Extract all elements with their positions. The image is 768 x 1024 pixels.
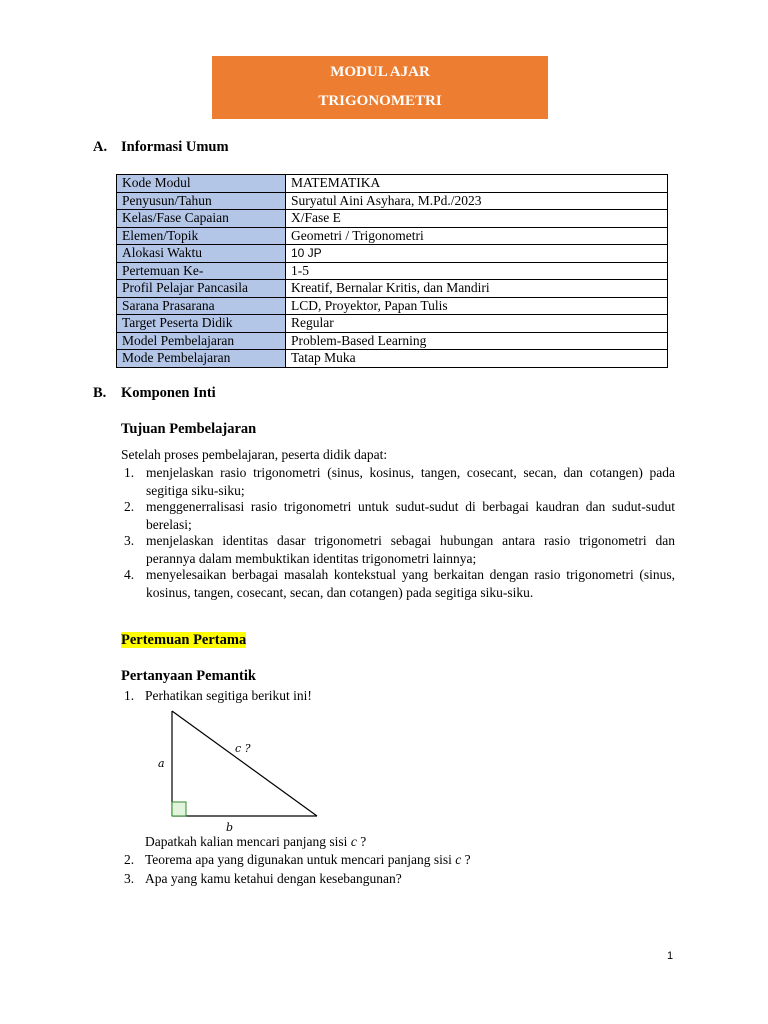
table-value: MATEMATIKA: [286, 175, 668, 193]
list-text: menjelaskan identitas dasar trigonometri sebagai hubungan antara rasio trigonometri dan perannya dalam membuktikan identitas trigonometri lainnya;: [146, 533, 675, 566]
table-value: Regular: [286, 315, 668, 333]
table-value: 1-5: [286, 262, 668, 280]
list-number: 4.: [124, 567, 135, 582]
section-a-letter: A.: [93, 139, 108, 155]
label-b: b: [226, 821, 234, 834]
list-number: 2.: [124, 499, 135, 514]
right-angle-marker: [172, 802, 186, 816]
table-key: Sarana Prasarana: [117, 297, 286, 315]
table-row: [117, 350, 668, 368]
question-number: 2.: [124, 852, 135, 867]
table-value: Problem-Based Learning: [286, 332, 668, 350]
section-b-letter: B.: [93, 385, 107, 401]
module-title-banner: [212, 56, 548, 119]
table-row: [117, 297, 668, 315]
list-number: 3.: [124, 533, 135, 548]
list-item: [124, 566, 675, 601]
table-row: [117, 175, 668, 193]
question-text: Apa yang kamu ketahui dengan kesebangunan?: [145, 871, 402, 886]
table-key: Alokasi Waktu: [117, 245, 286, 263]
label-c: c ?: [235, 742, 251, 755]
table-row: [117, 315, 668, 333]
table-row: [117, 245, 668, 263]
list-text: menyelesaikan berbagai masalah kontekstual yang berkaitan dengan rasio trigonometri (sinus, kosinus, tangen, cosecant, secan, dan cotangen) pada segitiga siku-siku.: [146, 567, 675, 600]
tujuan-intro: Setelah proses pembelajaran, peserta didik dapat:: [121, 447, 388, 462]
table-key: Kode Modul: [117, 175, 286, 193]
table-value: Kreatif, Bernalar Kritis, dan Mandiri: [286, 280, 668, 298]
followup-end: ?: [356, 834, 367, 849]
table-value: Suryatul Aini Asyhara, M.Pd./2023: [286, 192, 668, 210]
table-row: [117, 280, 668, 298]
table-value: X/Fase E: [286, 210, 668, 228]
hypotenuse-line: [172, 711, 317, 816]
list-text: menjelaskan rasio trigonometri (sinus, kosinus, tangen, cosecant, secan, dan cotangen) pada segitiga siku-siku;: [146, 465, 675, 498]
var-c: c: [350, 834, 357, 849]
table-key: Elemen/Topik: [117, 227, 286, 245]
question-text: [145, 852, 471, 868]
question-followup: [145, 834, 366, 850]
question-number: 3.: [124, 871, 135, 886]
section-b-title: Komponen Inti: [121, 385, 216, 401]
table-key: Pertemuan Ke-: [117, 262, 286, 280]
table-key: Kelas/Fase Capaian: [117, 210, 286, 228]
table-row: [117, 227, 668, 245]
table-value: Tatap Muka: [286, 350, 668, 368]
page-number: 1: [667, 950, 674, 962]
question-text: Perhatikan segitiga berikut ini!: [145, 688, 312, 703]
module-title-line2: TRIGONOMETRI: [318, 93, 442, 109]
list-item: [124, 464, 675, 499]
table-key: Profil Pelajar Pancasila: [117, 280, 286, 298]
var-c: c: [455, 852, 462, 867]
tujuan-heading: Tujuan Pembelajaran: [121, 421, 257, 437]
table-row: [117, 210, 668, 228]
list-number: 1.: [124, 465, 135, 480]
followup-text: Dapatkah kalian mencari panjang sisi: [145, 834, 351, 849]
question-text-pre: Teorema apa yang digunakan untuk mencari panjang sisi: [145, 852, 456, 867]
question-text-post: ?: [461, 852, 471, 867]
pemantik-heading: Pertanyaan Pemantik: [121, 668, 256, 684]
table-key: Target Peserta Didik: [117, 315, 286, 333]
right-triangle-figure: [150, 700, 330, 835]
table-key: Model Pembelajaran: [117, 332, 286, 350]
table-row: [117, 192, 668, 210]
table-value: 10 JP: [286, 245, 668, 263]
table-key: Penyusun/Tahun: [117, 192, 286, 210]
list-item: [124, 532, 675, 567]
module-title-line1: MODUL AJAR: [330, 64, 430, 80]
pertemuan-highlight: Pertemuan Pertama: [121, 632, 247, 648]
list-text: menggenerralisasi rasio trigonometri untuk sudut-sudut di berbagai kaudran dan sudut-sudut berelasi;: [146, 499, 675, 532]
table-key: Mode Pembelajaran: [117, 350, 286, 368]
table-row: [117, 262, 668, 280]
table-value: Geometri / Trigonometri: [286, 227, 668, 245]
question-number: 1.: [124, 688, 135, 703]
label-a: a: [158, 757, 165, 770]
info-table: [116, 174, 668, 368]
pertemuan-heading: [121, 632, 246, 649]
section-a-title: Informasi Umum: [121, 139, 229, 155]
table-value: LCD, Proyektor, Papan Tulis: [286, 297, 668, 315]
list-item: [124, 498, 675, 533]
table-row: [117, 332, 668, 350]
